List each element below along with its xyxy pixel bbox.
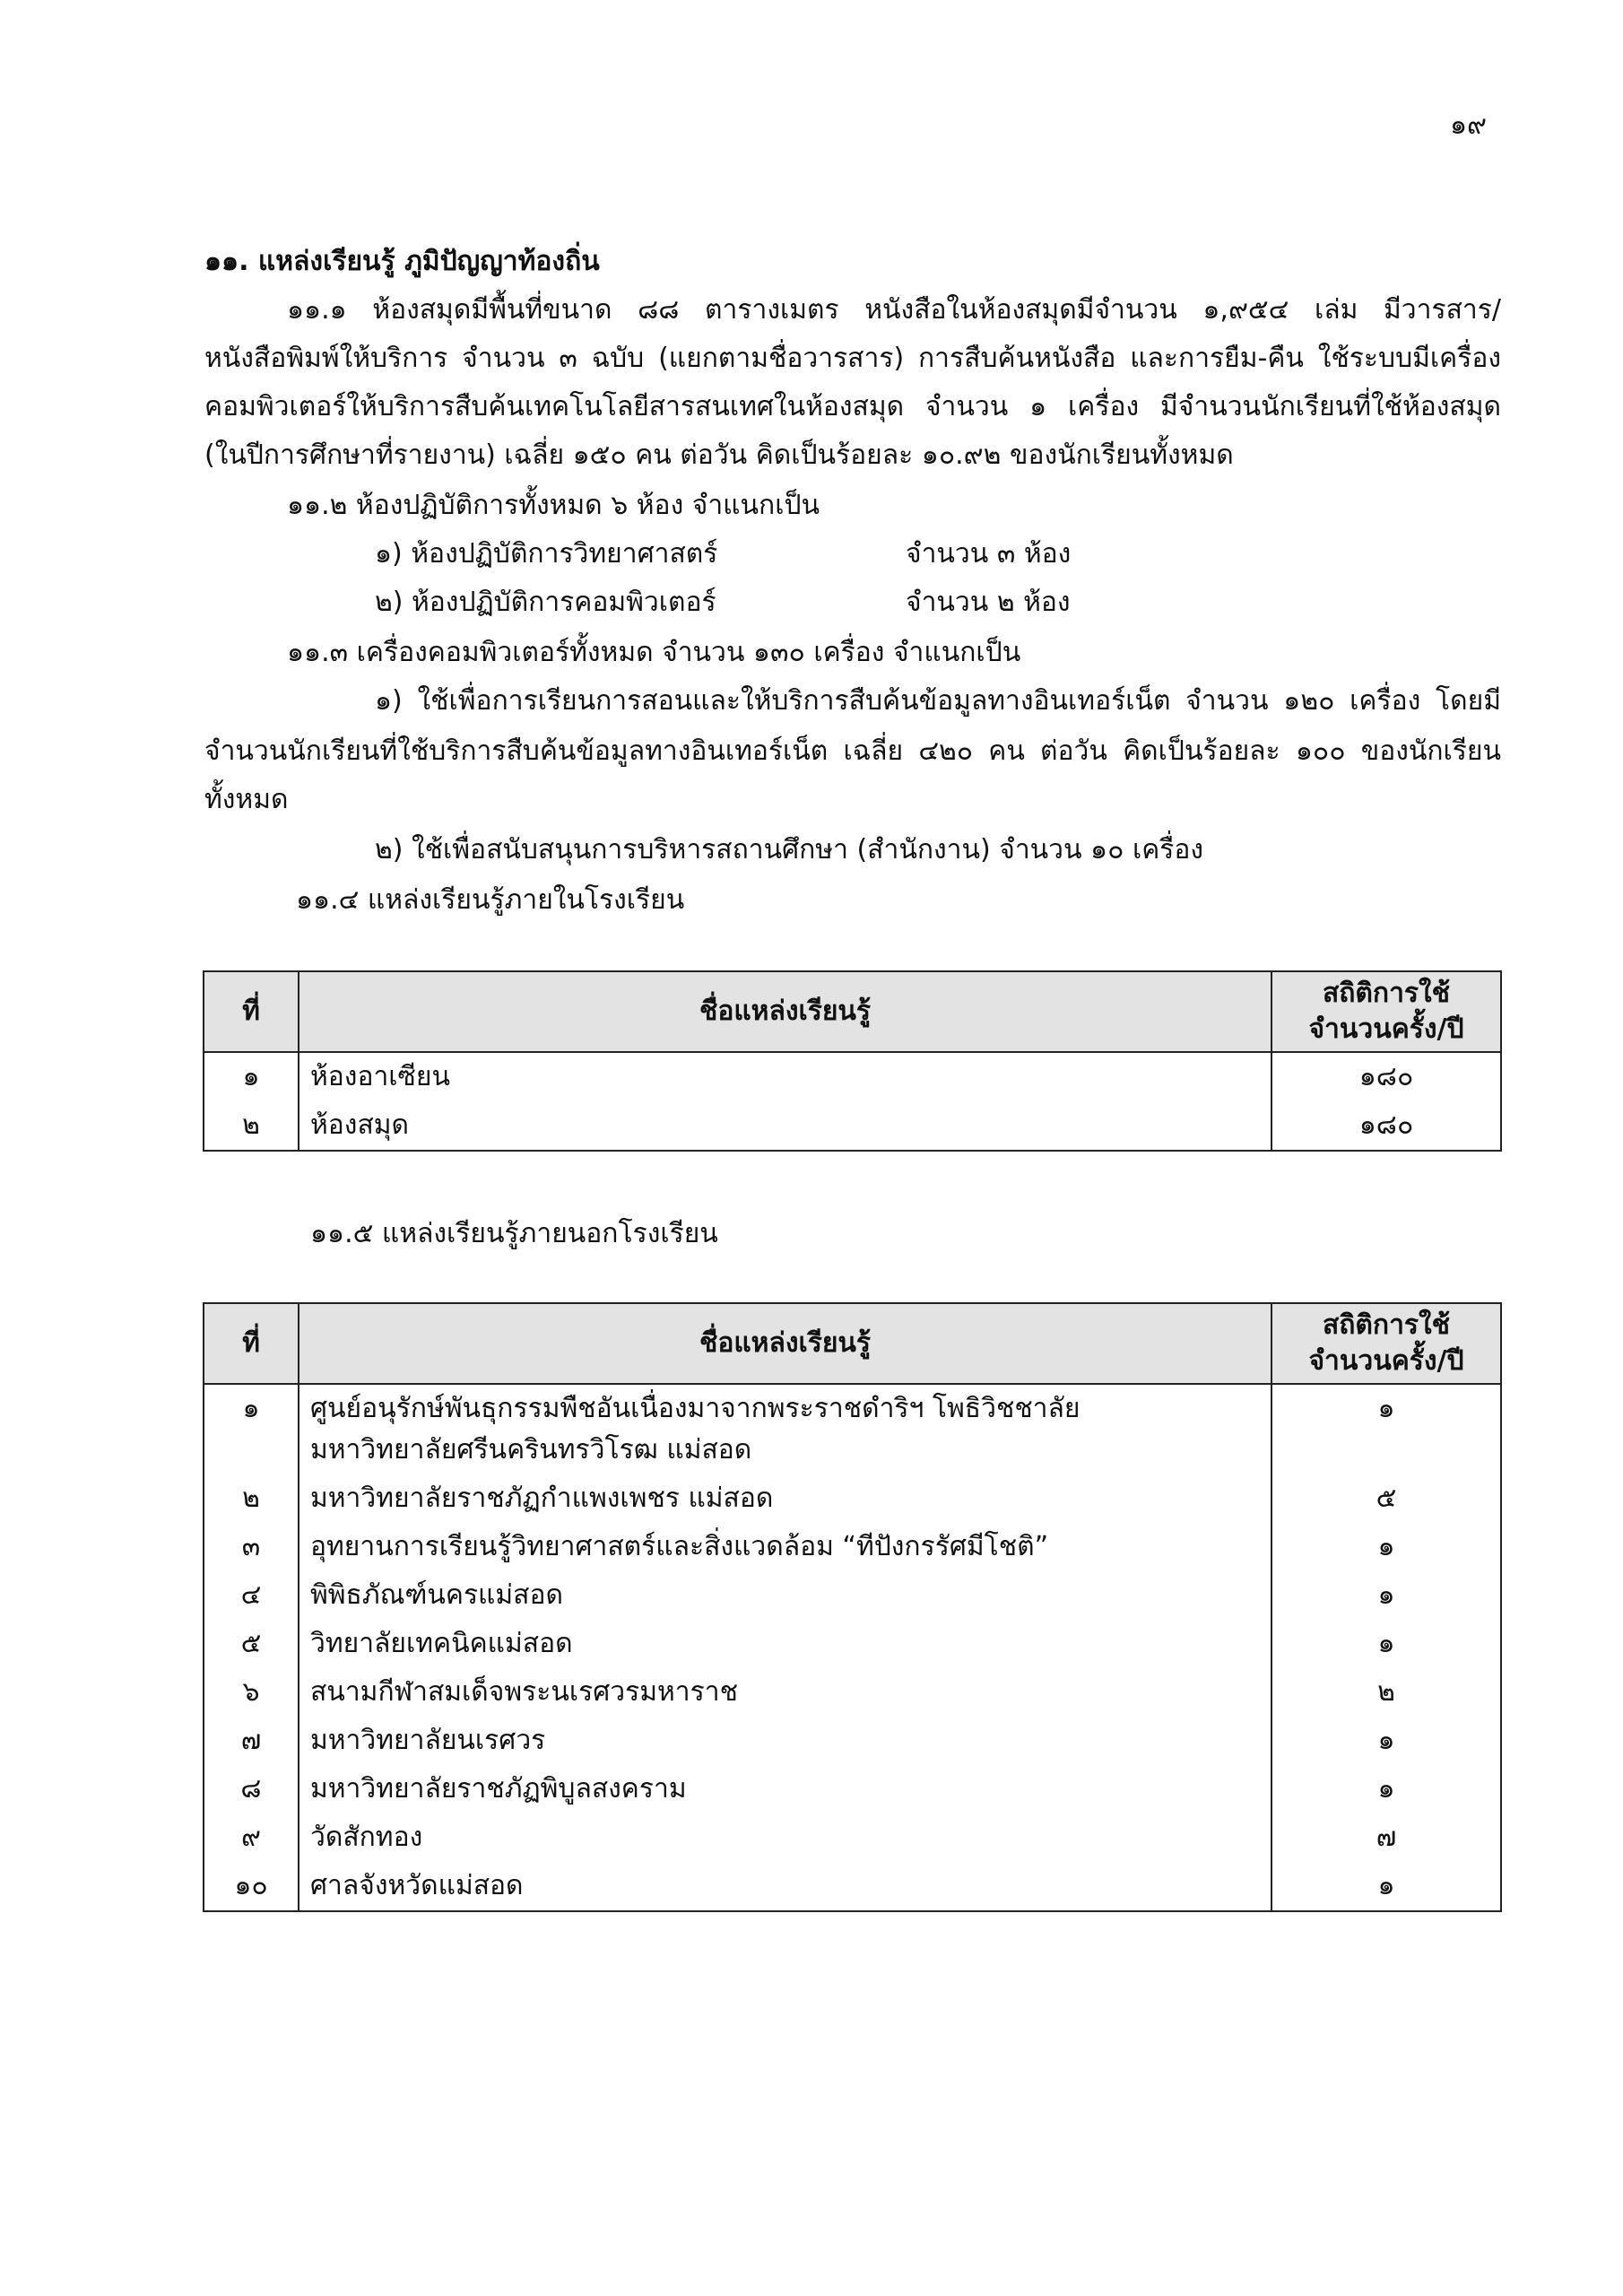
table-row <box>204 1571 1501 1620</box>
external-learning-sources-table <box>203 1302 1502 1912</box>
row-name-line-1: ศูนย์อนุรักษ์พันธุกรรมพืชอันเนื่องมาจากพระราชดำริฯ โพธิวิชชาลัย <box>310 1393 1081 1424</box>
row-stat: ๒ <box>1271 1668 1501 1717</box>
table-row <box>204 1717 1501 1765</box>
row-no: ๑๐ <box>204 1862 299 1911</box>
row-no: ๓ <box>204 1523 299 1571</box>
table-row <box>204 1384 1501 1474</box>
lab-item-label: ๑) ห้องปฏิบัติการวิทยาศาสตร์ <box>375 538 718 570</box>
row-name: วิทยาลัยเทคนิคแม่สอด <box>299 1620 1271 1668</box>
computer-item-1-line-1: ๑) ใช้เพื่อการเรียนการสอนและให้บริการสืบค้นข้อมูลทางอินเทอร์เน็ต จำนวน ๑๒๐ เครื่อง โดยมี <box>375 685 1501 717</box>
row-name: ห้องสมุด <box>299 1101 1271 1151</box>
row-no: ๑ <box>204 1052 299 1101</box>
row-no: ๘ <box>204 1765 299 1813</box>
header-name: ชื่อแหล่งเรียนรู้ <box>299 971 1271 1052</box>
row-no: ๒ <box>204 1101 299 1151</box>
row-name: มหาวิทยาลัยราชภัฏพิบูลสงคราม <box>299 1765 1271 1813</box>
row-no: ๖ <box>204 1668 299 1717</box>
paragraph-11-1-line-4: (ในปีการศึกษาที่รายงาน) เฉลี่ย ๑๕๐ คน ต่อวัน คิดเป็นร้อยละ ๑๐.๙๒ ของนักเรียนทั้งหมด <box>204 439 1234 471</box>
row-stat: ๕ <box>1271 1474 1501 1523</box>
row-no: ๙ <box>204 1813 299 1862</box>
computer-item-1-line-3: ทั้งหมด <box>204 784 289 815</box>
row-stat: ๑ <box>1271 1523 1501 1571</box>
row-stat: ๑ <box>1271 1620 1501 1668</box>
paragraph-11-1-line-2: หนังสือพิมพ์ให้บริการ จำนวน ๓ ฉบับ (แยกตามชื่อวารสาร) การสืบค้นหนังสือ และการยืม-คืน ใช้ระบบมีเครื่อง <box>204 343 1501 374</box>
header-no: ที่ <box>204 971 299 1052</box>
row-stat: ๑ <box>1271 1571 1501 1620</box>
header-no: ที่ <box>204 1303 299 1384</box>
row-name-line-2: มหาวิทยาลัยศรีนครินทรวิโรฒ แม่สอด <box>310 1434 752 1465</box>
header-stat-line-2: จำนวนครั้ง/ปี <box>1308 1013 1464 1045</box>
row-no: ๑ <box>204 1384 299 1474</box>
paragraph-11-3-intro: ๑๑.๓ เครื่องคอมพิวเตอร์ทั้งหมด จำนวน ๑๓๐ เครื่อง จำแนกเป็น <box>287 637 1021 668</box>
row-no: ๔ <box>204 1571 299 1620</box>
paragraph-11-5-intro: ๑๑.๕ แหล่งเรียนรู้ภายนอกโรงเรียน <box>310 1218 718 1249</box>
header-stat-line-2: จำนวนครั้ง/ปี <box>1308 1345 1464 1377</box>
row-stat: ๑๘๐ <box>1271 1052 1501 1101</box>
table-row <box>204 1101 1501 1151</box>
table-row <box>204 1523 1501 1571</box>
row-stat: ๑ <box>1271 1384 1501 1474</box>
row-stat: ๑ <box>1271 1765 1501 1813</box>
table-row <box>204 1813 1501 1862</box>
row-name: พิพิธภัณฑ์นครแม่สอด <box>299 1571 1271 1620</box>
header-stat <box>1271 971 1501 1052</box>
row-name: มหาวิทยาลัยราชภัฏกำแพงเพชร แม่สอด <box>299 1474 1271 1523</box>
paragraph-11-1-line-3: คอมพิวเตอร์ให้บริการสืบค้นเทคโนโลยีสารสนเทศในห้องสมุด จำนวน ๑ เครื่อง มีจำนวนนักเรียนที่ใช้ห้องสมุด <box>204 391 1501 422</box>
row-stat: ๗ <box>1271 1813 1501 1862</box>
row-name: สนามกีฬาสมเด็จพระนเรศวรมหาราช <box>299 1668 1271 1717</box>
header-stat-line-1: สถิติการใช้ <box>1322 1309 1451 1341</box>
section-heading: ๑๑. แหล่งเรียนรู้ ภูมิปัญญาท้องถิ่น <box>204 246 600 277</box>
paragraph-11-1-line-1: ๑๑.๑ ห้องสมุดมีพื้นที่ขนาด ๘๘ ตารางเมตร หนังสือในห้องสมุดมีจำนวน ๑,๙๕๔ เล่ม มีวารสาร/ <box>287 294 1501 326</box>
row-stat: ๑ <box>1271 1717 1501 1765</box>
lab-item-count: จำนวน ๓ ห้อง <box>906 538 1072 570</box>
row-name: ห้องอาเซียน <box>299 1052 1271 1101</box>
computer-item-2: ๒) ใช้เพื่อสนับสนุนการบริหารสถานศึกษา (สำนักงาน) จำนวน ๑๐ เครื่อง <box>375 834 1204 865</box>
table-header-row <box>204 971 1501 1052</box>
table-row <box>204 1620 1501 1668</box>
row-name <box>299 1384 1271 1474</box>
row-no: ๕ <box>204 1620 299 1668</box>
row-name: ศาลจังหวัดแม่สอด <box>299 1862 1271 1911</box>
row-no: ๗ <box>204 1717 299 1765</box>
computer-item-1-line-2: จำนวนนักเรียนที่ใช้บริการสืบค้นข้อมูลทางอินเทอร์เน็ต เฉลี่ย ๔๒๐ คน ต่อวัน คิดเป็นร้อยละ ๑๐๐ ของนักเรียน <box>204 735 1501 767</box>
header-name: ชื่อแหล่งเรียนรู้ <box>299 1303 1271 1384</box>
row-name: อุทยานการเรียนรู้วิทยาศาสตร์และสิ่งแวดล้อม “ทีปังกรรัศมีโชติ” <box>299 1523 1271 1571</box>
row-no: ๒ <box>204 1474 299 1523</box>
row-stat: ๑ <box>1271 1862 1501 1911</box>
table-row <box>204 1862 1501 1911</box>
page-number: ๑๙ <box>1449 109 1487 141</box>
row-stat: ๑๘๐ <box>1271 1101 1501 1151</box>
row-name: มหาวิทยาลัยนเรศวร <box>299 1717 1271 1765</box>
lab-item-label: ๒) ห้องปฏิบัติการคอมพิวเตอร์ <box>375 587 716 618</box>
paragraph-11-2-intro: ๑๑.๒ ห้องปฏิบัติการทั้งหมด ๖ ห้อง จำแนกเป็น <box>287 490 820 521</box>
table-row <box>204 1765 1501 1813</box>
table-row <box>204 1052 1501 1101</box>
header-stat-line-1: สถิติการใช้ <box>1322 978 1451 1009</box>
internal-learning-sources-table <box>203 970 1502 1152</box>
table-row <box>204 1474 1501 1523</box>
table-header-row <box>204 1303 1501 1384</box>
row-name: วัดสักทอง <box>299 1813 1271 1862</box>
header-stat <box>1271 1303 1501 1384</box>
table-row <box>204 1668 1501 1717</box>
paragraph-11-4-intro: ๑๑.๔ แหล่งเรียนรู้ภายในโรงเรียน <box>296 884 685 916</box>
lab-item-count: จำนวน ๒ ห้อง <box>906 587 1071 618</box>
